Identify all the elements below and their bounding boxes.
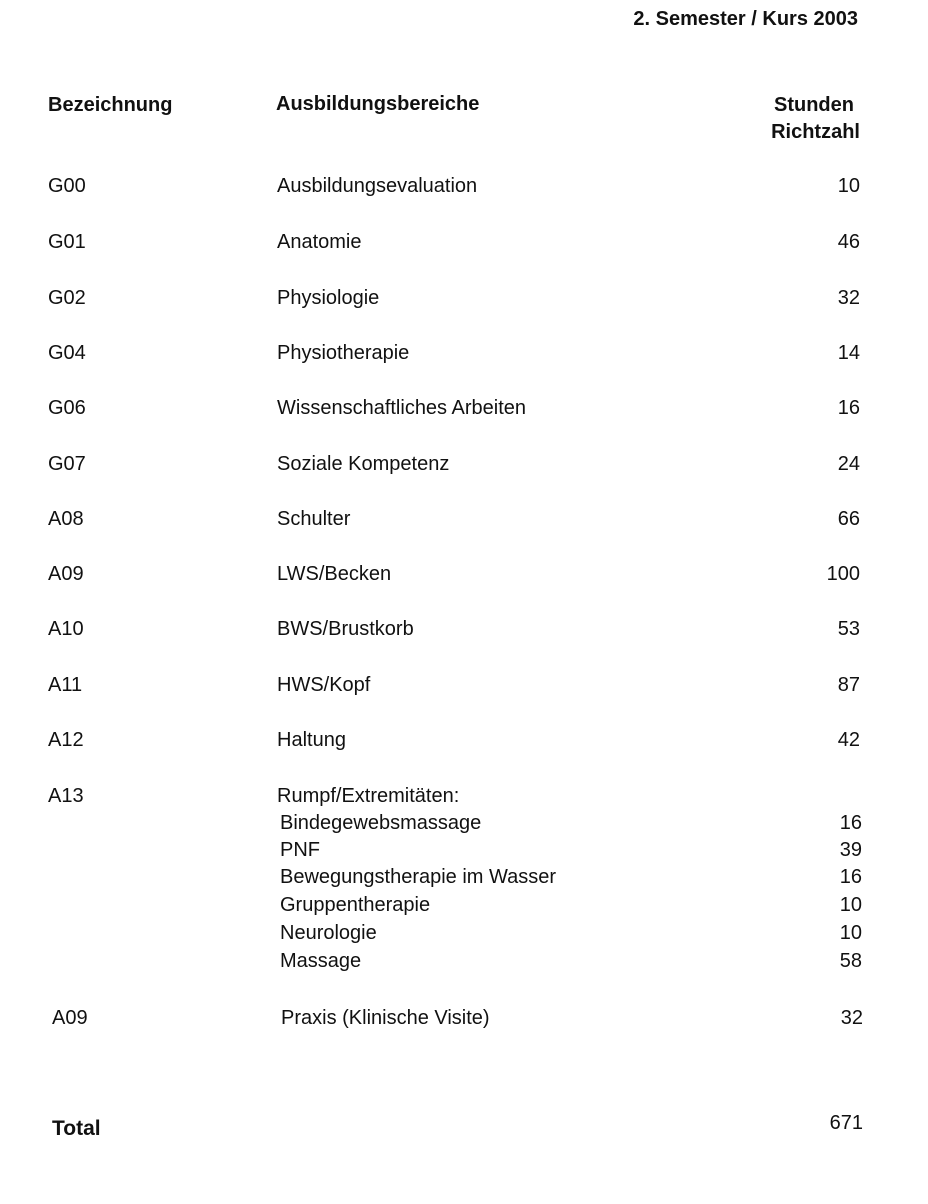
subrow-area: Bewegungstherapie im Wasser (280, 866, 557, 888)
table-row (0, 618, 928, 646)
row-area: Schulter (277, 508, 351, 530)
practice-hours: 32 (840, 1007, 863, 1029)
row-hours: 42 (837, 729, 860, 751)
subrow-area: Neurologie (280, 922, 377, 944)
row-area: Physiologie (277, 287, 380, 309)
row-area: Haltung (277, 729, 346, 751)
table-row (0, 785, 928, 813)
row-code: G01 (48, 231, 86, 253)
row-hours: 14 (837, 342, 860, 364)
practice-area: Praxis (Klinische Visite) (281, 1007, 490, 1029)
row-area: Rumpf/Extremitäten: (277, 785, 460, 807)
subrow-hours: 16 (839, 812, 862, 834)
table-row (0, 674, 928, 702)
subrow-area: Bindegewebsmassage (280, 812, 482, 834)
subrow-area: Massage (280, 950, 362, 972)
row-area: Anatomie (277, 231, 362, 253)
row-code: G06 (48, 397, 86, 419)
row-area: BWS/Brustkorb (277, 618, 414, 640)
subrow-hours: 39 (839, 839, 862, 861)
row-code: G07 (48, 453, 86, 475)
table-row (0, 453, 928, 481)
total-value: 671 (829, 1112, 863, 1134)
row-hours: 53 (837, 618, 860, 640)
column-header-hours-line2: Richtzahl (771, 121, 860, 143)
table-row (0, 175, 928, 203)
row-code: G00 (48, 175, 86, 197)
subrow-hours: 16 (839, 866, 862, 888)
row-hours: 16 (837, 397, 860, 419)
row-hours: 100 (826, 563, 860, 585)
row-area: Physiotherapie (277, 342, 410, 364)
row-hours: 24 (837, 453, 860, 475)
table-row (0, 231, 928, 259)
row-code: A08 (48, 508, 84, 530)
row-area: Wissenschaftliches Arbeiten (277, 397, 527, 419)
column-header-hours (0, 92, 860, 146)
row-area: Ausbildungsevaluation (277, 175, 478, 197)
row-area: LWS/Becken (277, 563, 392, 585)
table-row (0, 342, 928, 370)
column-header-hours-line1: Stunden (774, 94, 854, 116)
subrow-hours: 10 (839, 894, 862, 916)
practice-row (0, 1007, 928, 1035)
table-row (0, 729, 928, 757)
subrow-hours: 58 (839, 950, 862, 972)
row-code: G04 (48, 342, 86, 364)
subrow-area: Gruppentherapie (280, 894, 431, 916)
subrow-hours: 10 (839, 922, 862, 944)
table-row (0, 287, 928, 315)
column-header-code: Bezeichnung (48, 94, 173, 116)
row-code: A11 (48, 674, 83, 696)
row-code: G02 (48, 287, 86, 309)
row-area: Soziale Kompetenz (277, 453, 450, 475)
row-code: A13 (48, 785, 84, 807)
row-hours: 32 (837, 287, 860, 309)
table-row (0, 508, 928, 536)
row-code: A12 (48, 729, 84, 751)
row-code: A09 (48, 563, 84, 585)
subrow-area: PNF (280, 839, 320, 861)
table-row (0, 563, 928, 591)
row-hours: 66 (837, 508, 860, 530)
table-row (0, 397, 928, 425)
total-label: Total (52, 1117, 101, 1140)
row-hours: 10 (837, 175, 860, 197)
semester-title: 2. Semester / Kurs 2003 (633, 8, 858, 30)
row-hours: 46 (837, 231, 860, 253)
row-area: HWS/Kopf (277, 674, 371, 696)
row-code: A10 (48, 618, 84, 640)
column-header-area: Ausbildungsbereiche (276, 93, 480, 115)
practice-code: A09 (52, 1007, 88, 1029)
row-hours: 87 (837, 674, 860, 696)
